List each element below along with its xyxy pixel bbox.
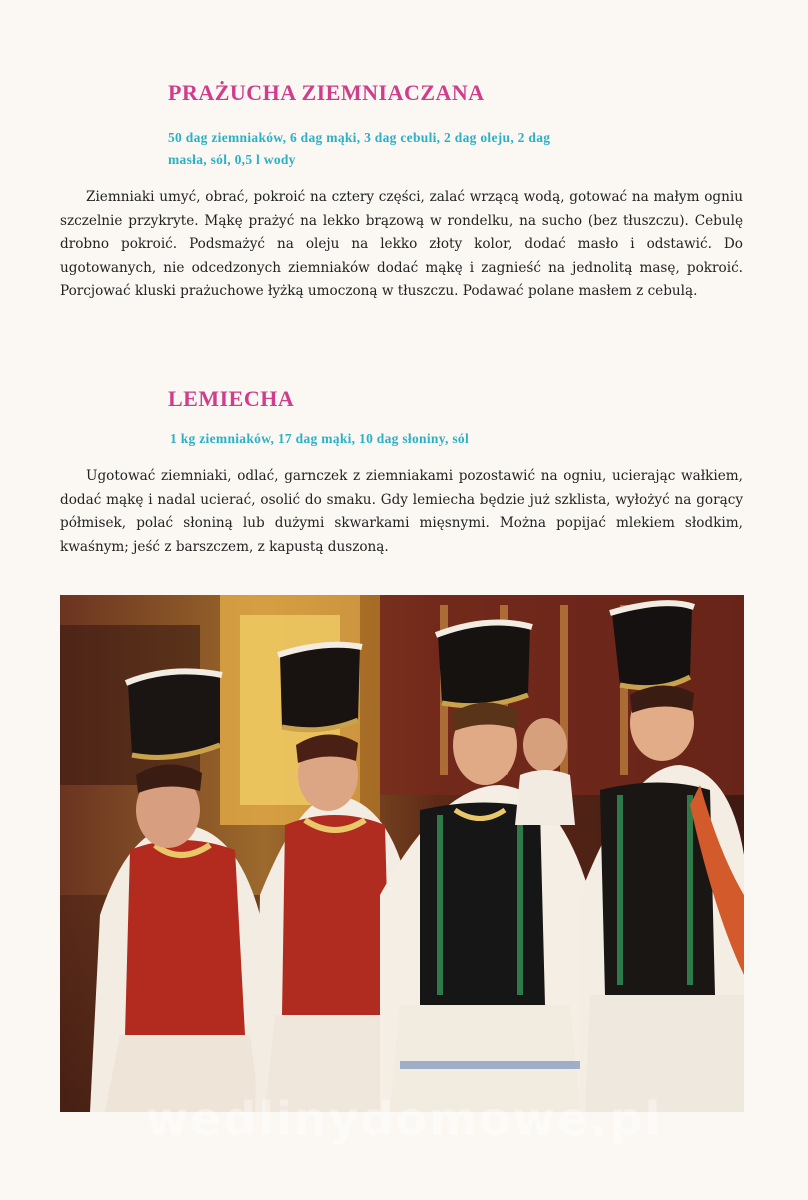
folk-costume-photo: [60, 595, 744, 1112]
ingredients-prazucha: [168, 127, 748, 171]
recipe-title-prazucha: PRAŻUCHA ZIEMNIACZANA: [168, 80, 485, 105]
recipe-title-lemiecha: LEMIECHA: [168, 386, 295, 411]
instructions-lemiecha: Ugotować ziemniaki, odlać, garnczek z ziemniakami pozostawić na ogniu, ucierając wałkiem, dodać mąkę i nadal ucierać, osolić do smaku. Gdy lemiecha będzie już szklista, wyłożyć na gorący półmisek, polać słoniną lub dużymi skwarkami mięsnymi. Można popijać mlekiem słodkim, kwaśnym; jeść z barszczem, z kapustą duszoną.: [60, 468, 743, 555]
ingredients-prazucha-line1: 50 dag ziemniaków, 6 dag mąki, 3 dag cebuli, 2 dag oleju, 2 dag: [168, 130, 551, 145]
watermark: wedlinydomowe.pl: [145, 1092, 663, 1146]
ingredients-lemiecha: 1 kg ziemniaków, 17 dag mąki, 10 dag słoniny, sól: [170, 431, 470, 446]
ingredients-prazucha-line2: masła, sól, 0,5 l wody: [168, 152, 296, 167]
instructions-prazucha: Ziemniaki umyć, obrać, pokroić na cztery części, zalać wrzącą wodą, gotować na małym ogniu szczelnie przykryte. Mąkę prażyć na lekko brązową w rondelku, na sucho (bez tłuszczu). Cebulę drobno pokroić. Podsmażyć na oleju na lekko złoty kolor, dodać masło i odstawić. Do ugotowanych, nie odcedzonych ziemniaków dodać mąkę i zagnieść na jednolitą masę, pokroić. Porcjować kluski prażuchowe łyżką umoczoną w tłuszczu. Podawać polane masłem z cebulą.: [60, 189, 743, 300]
